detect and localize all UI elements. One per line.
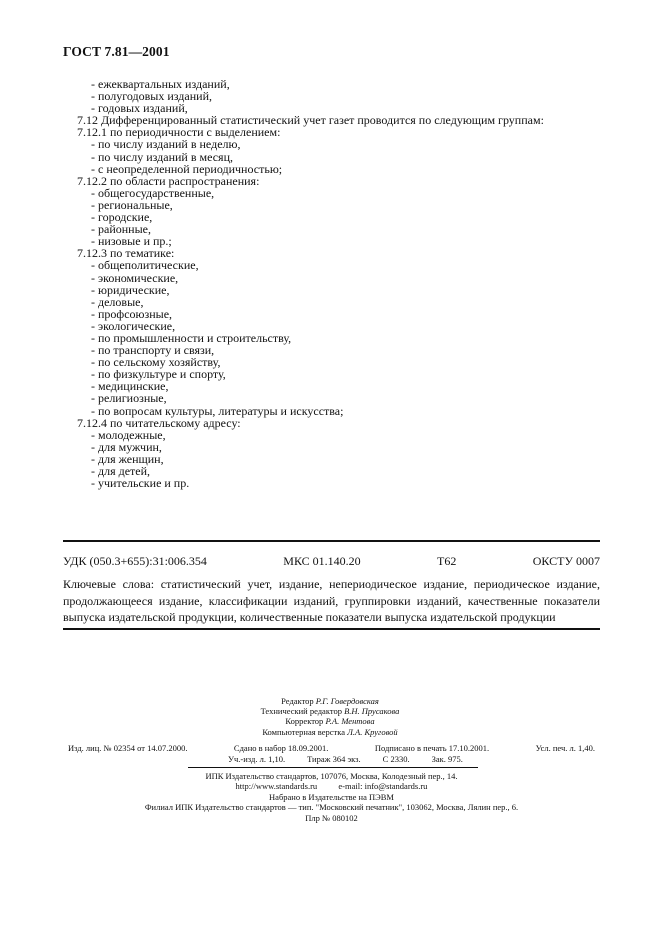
plr-number: Плр № 080102 bbox=[305, 812, 358, 823]
editor-line bbox=[200, 727, 460, 737]
list-line: - низовые и пр.; bbox=[91, 234, 172, 249]
list-line: - годовых изданий, bbox=[91, 101, 188, 116]
standard-header: ГОСТ 7.81—2001 bbox=[63, 44, 170, 59]
publisher-address: ИПК Издательство стандартов, 107076, Москва, Колодезный пер., 14. bbox=[205, 771, 458, 781]
pub-sheets: Уч.-изд. л. 1,10. bbox=[228, 754, 286, 764]
udk-code: УДК (050.3+655):31:006.354 bbox=[63, 554, 207, 568]
editor-line bbox=[200, 706, 460, 716]
list-line: - по сельскому хозяйству, bbox=[91, 355, 221, 370]
signed-date: Подписано в печать 17.10.2001. bbox=[374, 743, 490, 753]
list-line: - молодежные, bbox=[91, 427, 166, 442]
editor-role: Корректор bbox=[285, 716, 324, 727]
list-line: - религиозные, bbox=[91, 391, 167, 406]
classification-list bbox=[77, 77, 611, 491]
list-line: - деловые, bbox=[91, 294, 144, 309]
publication-info-row bbox=[68, 743, 595, 753]
editor-name: В.Н. Прусакова bbox=[344, 706, 400, 717]
list-line: - региональные, bbox=[91, 197, 173, 212]
editor-name: Р.Г. Говердовская bbox=[315, 696, 379, 706]
list-line: - экономические, bbox=[91, 270, 179, 285]
editor-role: Технический редактор bbox=[260, 706, 342, 717]
typeset-date: Сдано в набор 18.09.2001. bbox=[233, 743, 329, 753]
section-heading: 7.12 Дифференцированный статистический учет газет проводится по следующим группам: bbox=[77, 113, 544, 128]
list-line: - медицинские, bbox=[91, 379, 169, 394]
license-info: Изд. лиц. № 02354 от 14.07.2000. bbox=[68, 743, 188, 753]
subsection-heading: 7.12.4 по читательскому адресу: bbox=[77, 415, 241, 430]
divider-publisher bbox=[188, 767, 478, 768]
classification-codes bbox=[63, 554, 600, 569]
editor-name: Л.А. Круговой bbox=[347, 726, 398, 737]
divider-top bbox=[63, 540, 600, 542]
list-line: - для женщин, bbox=[91, 451, 164, 466]
order-c: С 2330. bbox=[382, 754, 410, 764]
list-line: - с неопределенной периодичностью; bbox=[91, 161, 283, 176]
print-run: Тираж 364 экз. bbox=[307, 754, 361, 764]
print-sheets: Усл. печ. л. 1,40. bbox=[535, 743, 595, 753]
list-line: - учительские и пр. bbox=[91, 476, 190, 491]
list-line: - полугодовых изданий, bbox=[91, 89, 213, 104]
subsection-heading: 7.12.2 по области распространения: bbox=[77, 173, 260, 188]
publisher-block bbox=[63, 771, 600, 823]
subsection-heading: 7.12.1 по периодичности с выделением: bbox=[77, 125, 281, 140]
list-line: - профсоюзные, bbox=[91, 306, 173, 321]
divider-bottom bbox=[63, 628, 600, 630]
branch-address: Филиал ИПК Издательство стандартов — тип. "Московский печатник", 103062, Москва, Лялин пер., 6. bbox=[144, 802, 519, 813]
list-line: - юридические, bbox=[91, 282, 170, 297]
list-line: - по физкультуре и спорту, bbox=[91, 367, 226, 382]
okstu-code: ОКСТУ 0007 bbox=[532, 554, 600, 568]
editor-line bbox=[200, 716, 460, 726]
mks-code: МКС 01.140.20 bbox=[283, 554, 361, 568]
list-line: - городские, bbox=[91, 210, 153, 225]
list-line: - общеполитические, bbox=[91, 258, 199, 273]
editor-line bbox=[200, 696, 460, 706]
editor-role: Компьютерная верстка bbox=[262, 726, 346, 737]
list-line: - по числу изданий в месяц, bbox=[91, 149, 233, 164]
list-line: - по транспорту и связи, bbox=[91, 343, 215, 358]
subsection-heading: 7.12.3 по тематике: bbox=[77, 246, 175, 261]
editor-name: Р.А. Ментова bbox=[325, 716, 375, 727]
list-line: - по промышленности и строительству, bbox=[91, 330, 292, 345]
list-line: - районные, bbox=[91, 222, 151, 237]
editors-block bbox=[200, 696, 460, 737]
list-line: - по числу изданий в неделю, bbox=[91, 137, 241, 152]
list-line: - по вопросам культуры, литературы и искусства; bbox=[91, 403, 344, 418]
editor-role: Редактор bbox=[281, 696, 314, 706]
keywords-paragraph: Ключевые слова: статистический учет, издание, непериодическое издание, периодическое издание, продолжающееся издание, классификации изданий, группировки изданий, качественные показатели выпуска издательской продукции, количественные показатели выпуска издательской продукции bbox=[63, 577, 600, 624]
list-line: - общегосударственные, bbox=[91, 185, 215, 200]
order-number: Зак. 975. bbox=[431, 754, 463, 764]
list-line: - ежеквартальных изданий, bbox=[91, 77, 230, 91]
typeset-note: Набрано в Издательстве на ПЭВМ bbox=[269, 791, 394, 802]
list-line: - для мужчин, bbox=[91, 439, 162, 454]
list-line: - экологические, bbox=[91, 318, 176, 333]
publisher-web: http://www.standards.ru e-mail: info@standards.ru bbox=[235, 781, 428, 792]
group-code: Т62 bbox=[437, 554, 457, 568]
list-line: - для детей, bbox=[91, 464, 151, 478]
publication-info-row-2 bbox=[228, 754, 528, 764]
